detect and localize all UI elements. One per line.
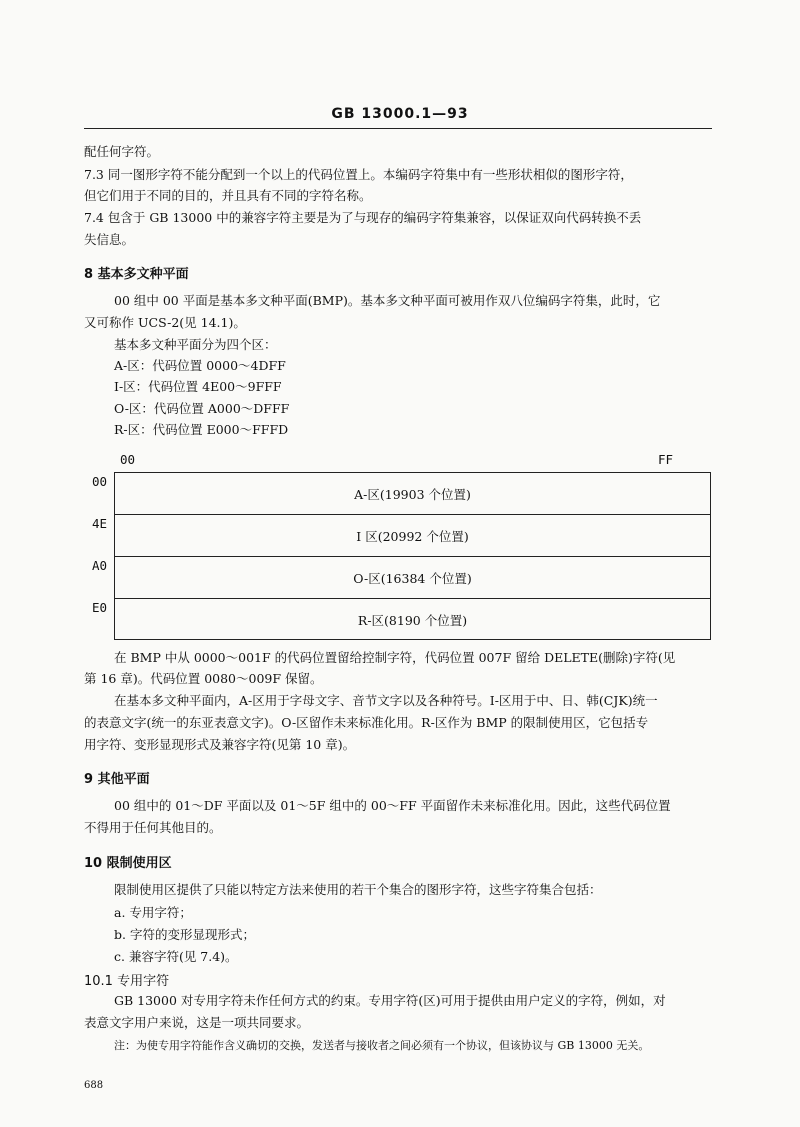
paragraph-line: 但它们用于不同的目的，并且具有不同的字符名称。 — [84, 188, 372, 203]
diagram-row-label: E0 — [92, 600, 108, 615]
paragraph-line: 基本多文种平面分为四个区： — [114, 337, 277, 352]
page-number: 688 — [84, 1080, 104, 1091]
list-item-a: a. 专用字符； — [114, 905, 192, 920]
diagram-col-start: 00 — [120, 452, 136, 467]
clause-7-3-line: 7.3 同一图形字符不能分配到一个以上的代码位置上。本编码字符集中有一些形状相似的图形字符， — [84, 167, 633, 182]
paragraph-line: 用字符、变形显现形式及兼容字符(见第 10 章)。 — [84, 737, 356, 752]
diagram-row-label: 4E — [92, 516, 108, 531]
clause-7-4-line: 7.4 包含于 GB 13000 中的兼容字符主要是为了与现存的编码字符集兼容，以保证双向代码转换不丢 — [84, 210, 642, 225]
paragraph-line: 不得用于任何其他目的。 — [84, 820, 222, 835]
zone-r-label: R-区(8190 个位置) — [357, 613, 468, 628]
section-9-heading: 9 其他平面 — [84, 772, 150, 787]
paragraph-line: 在 BMP 中从 0000～001F 的代码位置留给控制字符，代码位置 007F 留给 DELETE(删除)字符(见 — [114, 650, 676, 665]
paragraph-line: 表意文字用户来说，这是一项共同要求。 — [84, 1015, 310, 1030]
paragraph-line: 00 组中 00 平面是基本多文种平面(BMP)。基本多文种平面可被用作双八位编码字符集，此时，它 — [114, 293, 661, 308]
subsection-10-1-heading: 10.1 专用字符 — [84, 974, 170, 989]
list-item-c: c. 兼容字符(见 7.4)。 — [114, 949, 238, 964]
zone-i-range: I-区：代码位置 4E00～9FFF — [114, 379, 282, 394]
page-header: GB 13000.1—93 — [331, 106, 469, 122]
section-8-heading: 8 基本多文种平面 — [84, 267, 189, 282]
paragraph-line: 又可称作 UCS-2(见 14.1)。 — [84, 315, 246, 330]
paragraph-line: 00 组中的 01～DF 平面以及 01～5F 组中的 00～FF 平面留作未来标准化用。因此，这些代码位置 — [114, 798, 671, 813]
note-line: 注：为使专用字符能作含义确切的交换，发送者与接收者之间必须有一个协议，但该协议与 GB 13000 无关。 — [114, 1039, 650, 1052]
paragraph-line: 的表意文字(统一的东亚表意文字)。O-区留作未来标准化用。R-区作为 BMP 的限制使用区，它包括专 — [84, 715, 649, 730]
zone-o-box — [115, 557, 710, 599]
bmp-zone-diagram — [114, 472, 711, 640]
zone-a-box — [115, 473, 710, 515]
paragraph-line: 失信息。 — [84, 232, 135, 247]
header-rule — [84, 128, 712, 129]
zone-o-range: O-区：代码位置 A000～DFFF — [114, 401, 290, 416]
zone-o-label: O-区(16384 个位置) — [353, 570, 472, 586]
paragraph-line: 在基本多文种平面内，A-区用于字母文字、音节文字以及各种符号。I-区用于中、日、韩(CJK)统一 — [114, 693, 658, 708]
list-item-b: b. 字符的变形显现形式； — [114, 927, 255, 942]
zone-i-label: I 区(20992 个位置) — [356, 528, 469, 544]
zone-a-range: A-区：代码位置 0000～4DFF — [114, 358, 286, 373]
diagram-col-end: FF — [658, 452, 674, 467]
paragraph-line: GB 13000 对专用字符未作任何方式的约束。专用字符(区)可用于提供由用户定义的字符，例如，对 — [114, 993, 666, 1008]
zone-r-box — [115, 599, 710, 641]
zone-a-label: A-区(19903 个位置) — [354, 486, 471, 502]
zone-r-range: R-区：代码位置 E000～FFFD — [114, 422, 289, 437]
diagram-row-label: A0 — [92, 558, 108, 573]
diagram-row-label: 00 — [92, 474, 108, 489]
zone-i-box — [115, 515, 710, 557]
paragraph-line: 限制使用区提供了只能以特定方法来使用的若干个集合的图形字符，这些字符集合包括： — [114, 882, 602, 897]
section-10-heading: 10 限制使用区 — [84, 856, 172, 871]
paragraph-line: 配任何字符。 — [84, 144, 160, 159]
paragraph-line: 第 16 章)。代码位置 0080～009F 保留。 — [84, 671, 323, 686]
